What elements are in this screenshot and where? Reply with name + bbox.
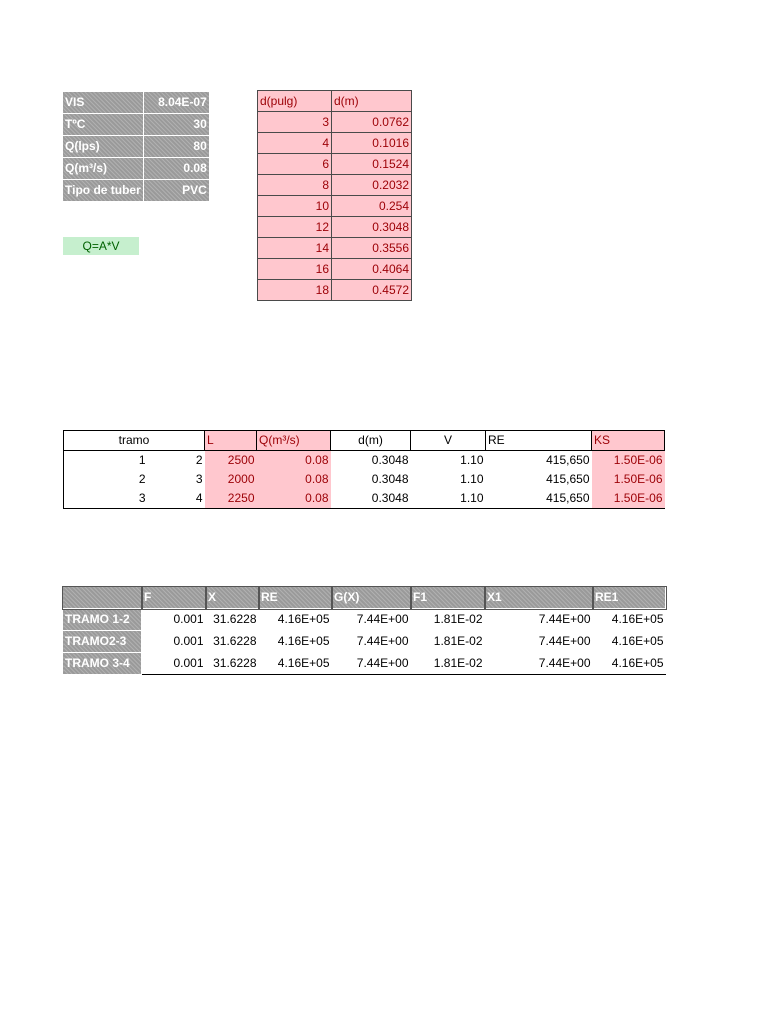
cell[interactable]: 2 [195, 453, 203, 467]
param-row [63, 136, 210, 158]
tramo-header-row [64, 431, 665, 451]
cell[interactable]: 1.81E-02 [433, 612, 483, 627]
header-cell[interactable]: d(m) [331, 431, 411, 451]
cell[interactable]: 4.16E+05 [277, 634, 330, 648]
cell[interactable]: 0.0762 [332, 112, 412, 133]
cell[interactable]: 3 [258, 112, 332, 133]
cell[interactable]: 4.16E+05 [611, 634, 664, 648]
cell[interactable]: 0.001 [142, 653, 206, 675]
header-cell[interactable]: V [411, 431, 486, 451]
cell[interactable]: 0.08 [257, 470, 331, 489]
param-value[interactable]: 8.04E-07 [143, 92, 209, 114]
cell[interactable]: 0.4572 [332, 280, 412, 301]
cell[interactable]: 31.6228 [213, 612, 257, 627]
cell[interactable]: 7.44E+00 [356, 612, 409, 627]
header-cell[interactable]: KS [592, 431, 665, 451]
cell[interactable]: 0.3048 [332, 217, 412, 238]
param-row [63, 92, 210, 114]
cell[interactable]: 14 [258, 238, 332, 259]
table-row [258, 133, 412, 154]
cell[interactable]: 12 [258, 217, 332, 238]
header-cell[interactable]: RE1 [593, 587, 666, 609]
cell[interactable]: 1.50E-06 [592, 489, 665, 509]
param-row [63, 158, 210, 180]
cell[interactable]: 3 [64, 489, 148, 509]
cell[interactable]: 31.6228 [206, 653, 259, 675]
table-row [64, 451, 665, 471]
cell[interactable]: 0.001 [142, 609, 206, 631]
param-label[interactable]: Tipo de tuber [63, 180, 144, 202]
table-row [258, 238, 412, 259]
header-cell[interactable]: d(m) [332, 91, 412, 112]
cell[interactable]: 0.001 [142, 631, 206, 653]
cell[interactable]: 4 [148, 489, 205, 509]
cell[interactable]: 1.50E-06 [592, 451, 665, 471]
cell[interactable]: 0.1016 [332, 133, 412, 154]
param-value[interactable]: PVC [143, 180, 209, 202]
cell[interactable]: 0.08 [257, 451, 331, 471]
diameter-table [257, 90, 412, 301]
cell[interactable]: 0.3048 [371, 472, 409, 486]
param-value[interactable]: 80 [143, 136, 209, 158]
header-cell[interactable]: G(X) [332, 587, 411, 609]
param-row [63, 180, 210, 202]
header-cell[interactable]: F1 [411, 587, 485, 609]
table-row [258, 217, 412, 238]
header-cell[interactable]: F [142, 587, 206, 609]
cell[interactable]: 4.16E+05 [277, 612, 330, 627]
cell[interactable]: 31.6228 [213, 634, 257, 648]
cell[interactable]: 4.16E+05 [593, 653, 666, 675]
cell[interactable]: 0.3048 [331, 489, 411, 509]
cell[interactable]: 4 [258, 133, 332, 154]
cell[interactable]: 0.1524 [332, 154, 412, 175]
param-label[interactable]: Q(lps) [63, 136, 144, 158]
param-value[interactable]: 0.08 [143, 158, 209, 180]
cell[interactable]: 7.44E+00 [538, 612, 591, 627]
table-row [64, 470, 665, 489]
table-row [258, 259, 412, 280]
table-row [64, 489, 665, 509]
cell[interactable]: 1.81E-02 [433, 634, 483, 648]
cell[interactable]: 0.3556 [332, 238, 412, 259]
cell[interactable]: 16 [258, 259, 332, 280]
cell[interactable]: 415,650 [486, 489, 592, 509]
header-cell[interactable]: RE [486, 431, 592, 451]
cell[interactable]: 0.08 [257, 489, 331, 509]
cell[interactable]: 7.44E+00 [356, 634, 409, 648]
cell[interactable]: 18 [258, 280, 332, 301]
cell[interactable]: 4.16E+05 [611, 612, 664, 627]
cell[interactable]: 2500 [205, 451, 257, 471]
header-cell[interactable]: X1 [485, 587, 593, 609]
cell[interactable]: 415,650 [546, 472, 590, 486]
cell[interactable]: 1.10 [460, 472, 484, 486]
cell[interactable]: 6 [258, 154, 332, 175]
row-label[interactable]: TRAMO2-3 [63, 631, 142, 653]
table-row [258, 112, 412, 133]
header-cell[interactable]: RE [259, 587, 332, 609]
cell[interactable]: 7.44E+00 [332, 653, 411, 675]
cell[interactable]: 2250 [205, 489, 257, 509]
cell[interactable]: 4.16E+05 [259, 653, 332, 675]
param-label[interactable]: Q(m³/s) [63, 158, 144, 180]
param-label[interactable]: TºC [63, 114, 144, 136]
table-row [258, 175, 412, 196]
cell[interactable]: 0.254 [332, 196, 412, 217]
cell[interactable]: 0.2032 [332, 175, 412, 196]
header-cell[interactable] [63, 587, 142, 609]
row-label[interactable]: TRAMO 3-4 [63, 653, 142, 675]
parameters-table [62, 91, 210, 202]
table-row [63, 609, 666, 631]
param-value[interactable]: 30 [143, 114, 209, 136]
row-label[interactable]: TRAMO 1-2 [63, 609, 142, 631]
formula-cell[interactable]: Q=A*V [63, 237, 139, 255]
cell[interactable]: 2000 [205, 470, 257, 489]
header-cell[interactable]: tramo [64, 431, 205, 451]
cell[interactable]: 1 [64, 451, 148, 471]
cell[interactable]: 0.4064 [332, 259, 412, 280]
cell[interactable]: 0.3048 [371, 453, 409, 467]
cell[interactable]: 7.44E+00 [538, 634, 591, 648]
table-row [258, 196, 412, 217]
table-row [258, 280, 412, 301]
cell[interactable]: 8 [258, 175, 332, 196]
cell[interactable]: 415,650 [546, 453, 590, 467]
param-row [63, 114, 210, 136]
cell[interactable]: 2 [64, 470, 148, 489]
header-cell[interactable]: L [205, 431, 257, 451]
cell[interactable]: 3 [195, 472, 203, 486]
table-row [258, 154, 412, 175]
friction-header-row [63, 587, 666, 609]
tramo-table [63, 430, 665, 509]
header-cell[interactable]: Q(m³/s) [257, 431, 331, 451]
cell[interactable]: 7.44E+00 [485, 653, 593, 675]
cell[interactable]: 10 [258, 196, 332, 217]
cell[interactable]: 1.10 [411, 489, 486, 509]
cell[interactable]: 1.81E-02 [411, 653, 485, 675]
cell[interactable]: 1.10 [460, 453, 484, 467]
param-label[interactable]: VIS [63, 92, 144, 114]
diameter-header-row [258, 91, 412, 112]
friction-table [62, 586, 666, 675]
header-cell[interactable]: X [206, 587, 259, 609]
table-row [63, 653, 666, 675]
cell[interactable]: 1.50E-06 [592, 470, 665, 489]
header-cell[interactable]: d(pulg) [258, 91, 332, 112]
table-row [63, 631, 666, 653]
